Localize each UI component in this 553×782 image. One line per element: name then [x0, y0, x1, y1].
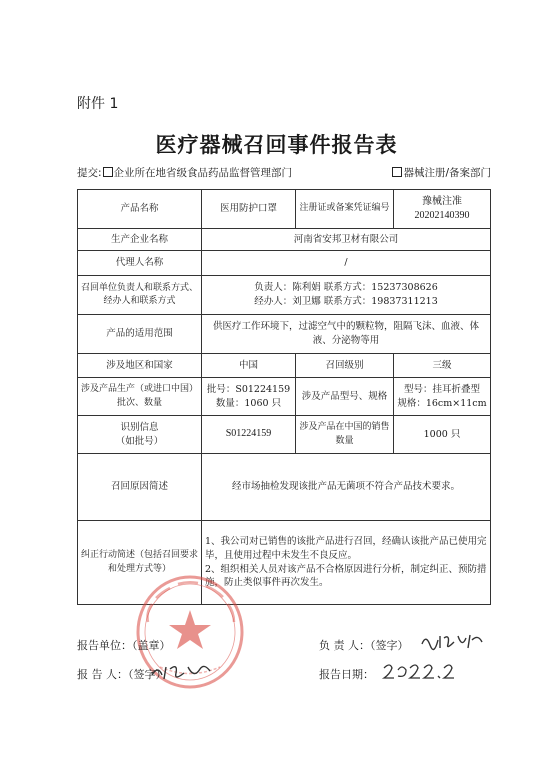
contact-handler: 经办人：刘卫娜 联系方式：19837311213 — [254, 296, 438, 307]
reason-value: 经市场抽检发现该批产品无菌项不符合产品技术要求。 — [202, 454, 491, 521]
recall-report-table — [77, 189, 491, 605]
scope-value: 供医疗工作环境下，过滤空气中的颗粒物，阻隔飞沫、血液、体液、分泌物等用 — [202, 315, 491, 354]
table-row — [78, 229, 491, 251]
quantity-value: 数量：1060 只 — [215, 397, 282, 409]
table-row — [78, 416, 491, 454]
model-label: 涉及产品型号、规格 — [296, 378, 394, 416]
identification-label — [78, 416, 202, 454]
table-row — [78, 354, 491, 378]
report-unit-label: 报告单位：（盖章） — [77, 639, 171, 652]
recall-level-label: 召回级别 — [296, 354, 394, 378]
registration-label: 注册证或备案凭证编号 — [296, 190, 394, 229]
recall-level-value: 三级 — [394, 354, 491, 378]
manufacturer-value: 河南省安邦卫材有限公司 — [202, 229, 491, 251]
table-row — [78, 276, 491, 315]
registration-value: 豫械注准 20202140390 — [394, 190, 491, 229]
checkbox-provincial[interactable] — [103, 167, 113, 177]
identification-title: 识别信息 — [120, 421, 159, 433]
identification-value: S01224159 — [202, 416, 296, 454]
batch-value: 批号：S01224159 — [206, 383, 291, 395]
contact-label: 召回单位负责人和联系方式、经办人和联系方式 — [78, 276, 202, 315]
submit-option-registration: 器械注册/备案部门 — [403, 167, 491, 179]
product-name-label: 产品名称 — [78, 190, 202, 229]
page-title: 医疗器械召回事件报告表 — [155, 132, 398, 157]
agent-label: 代理人名称 — [78, 251, 202, 276]
submit-prefix: 提交: — [77, 167, 102, 179]
action-item-2: 2、组织相关人员对该产品不合格原因进行分析，制定纠正、预防措施，防止类似事件再次发生。 — [205, 563, 487, 589]
batch-label: 涉及产品生产（或进口中国）批次、数量 — [78, 378, 202, 416]
scope-label: 产品的适用范围 — [78, 315, 202, 354]
product-name-value: 医用防护口罩 — [202, 190, 296, 229]
reporter-label: 报 告 人：（签字） — [77, 668, 167, 681]
table-row — [78, 251, 491, 276]
attachment-label: 附件 1 — [77, 96, 119, 112]
sales-label: 涉及产品在中国的销售数量 — [296, 416, 394, 454]
report-date-handwritten — [380, 660, 460, 682]
agent-value: / — [202, 251, 491, 276]
table-row — [78, 454, 491, 521]
table-row — [78, 378, 491, 416]
sales-value: 1000 只 — [394, 416, 491, 454]
identification-subtitle: （如批号） — [115, 435, 164, 447]
reason-label: 召回原因简述 — [78, 454, 202, 521]
table-row — [78, 315, 491, 354]
responsible-signature — [418, 630, 488, 652]
action-item-1: 1、我公司对已销售的该批产品进行召回，经确认该批产品已使用完毕，且使用过程中未发生不良反应。 — [205, 535, 487, 561]
table-row — [78, 190, 491, 229]
responsible-person-label: 负 责 人：（签字） — [319, 639, 409, 652]
region-label: 涉及地区和国家 — [78, 354, 202, 378]
reporter-signature — [148, 659, 218, 683]
action-label: 纠正行动简述（包括召回要求和处理方式等） — [78, 521, 202, 605]
contact-value — [202, 276, 491, 315]
contact-responsible: 负责人：陈利娟 联系方式：15237308626 — [254, 282, 438, 294]
region-value: 中国 — [202, 354, 296, 378]
submit-row — [77, 165, 491, 180]
submit-option-provincial: 企业所在地省级食品药品监督管理部门 — [113, 167, 293, 179]
model-spec-value — [394, 378, 491, 416]
manufacturer-label: 生产企业名称 — [78, 229, 202, 251]
checkbox-registration[interactable] — [392, 167, 402, 177]
model-value: 型号：挂耳折叠型 — [403, 383, 480, 395]
batch-quantity-value — [202, 378, 296, 416]
report-date-label: 报告日期： — [319, 668, 374, 681]
spec-value: 规格：16cm×11cm — [397, 397, 487, 409]
